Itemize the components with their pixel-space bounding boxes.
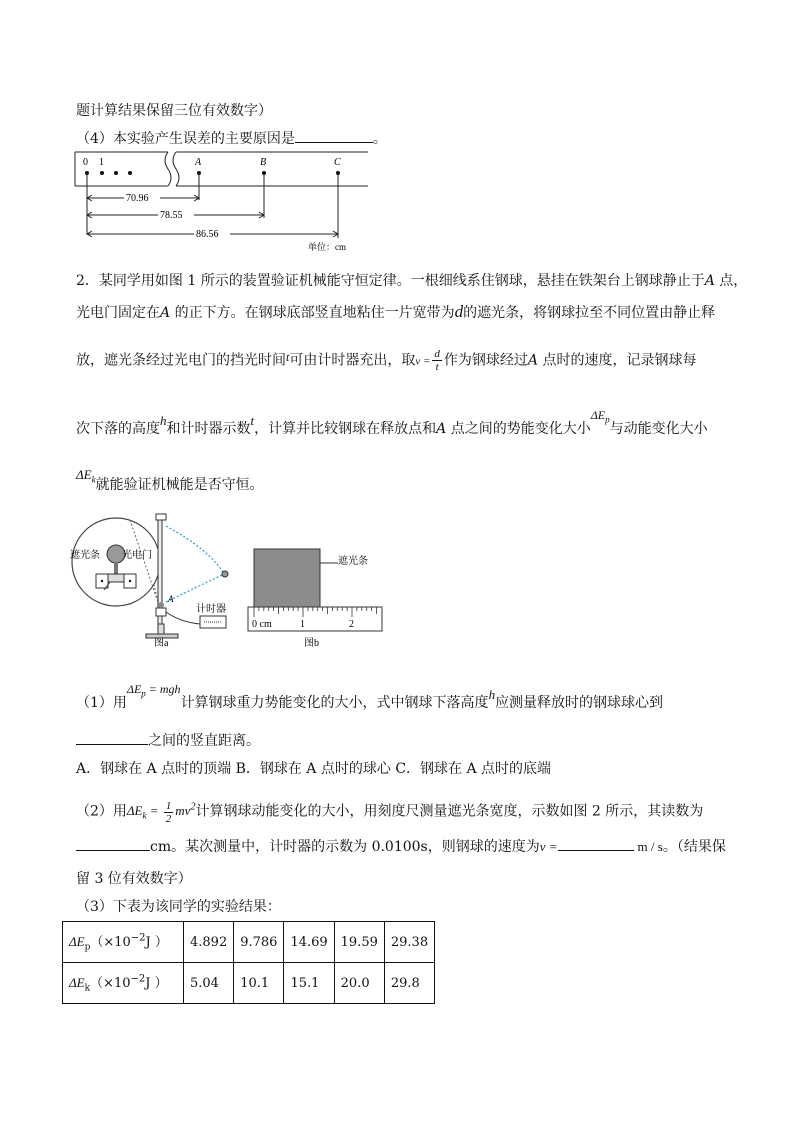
p2-var: A	[436, 421, 447, 437]
table-row-header	[63, 963, 184, 1004]
p2-text: 的正下方。在钢球底部竖直地粘住一片宽带为	[170, 305, 455, 321]
results-table	[62, 921, 435, 1004]
p2-text: 2．某同学用如图 1 所示的装置验证机械能守恒定律。一根细线系住钢球，悬挂在铁架台上钢球静止于	[76, 273, 705, 289]
q4-suffix: 。	[372, 131, 387, 147]
table-cell: 19.59	[334, 922, 384, 963]
table-cell: 20.0	[334, 963, 384, 1004]
row-unit-tail: J ）	[145, 935, 168, 951]
p2-text: ，计算并比较钢球在释放点和	[254, 421, 437, 437]
p2-var: A	[160, 305, 171, 321]
tape-mark-1: 1	[99, 157, 104, 168]
tape-unit: 单位：cm	[308, 242, 346, 252]
question-3: （3）下表为该同学的实验结果：	[76, 899, 281, 915]
q2-unit: m / s	[637, 839, 663, 854]
q2-width-blank	[76, 836, 150, 851]
q2-var-v: v =	[539, 839, 558, 854]
distance-oa: 70.96	[126, 193, 149, 204]
delta-ek: ΔE	[76, 467, 92, 482]
question-2	[76, 800, 703, 825]
intro-tail: 题计算结果保留三位有效数字）	[76, 103, 272, 119]
table-cell: 5.04	[184, 963, 234, 1004]
q2-equation	[126, 800, 196, 825]
q2-text: cm。某次测量中，计时器的示数为 0.0100s，则钢球的速度为	[150, 839, 540, 855]
p2-text: 放，遮光条经过光电门的挡光时间	[76, 352, 286, 369]
fraction-numerator: d	[434, 348, 440, 360]
q1-line2	[76, 730, 260, 750]
eq-sub: p	[141, 688, 146, 699]
fig-a-label-strip: 遮光条	[70, 550, 100, 561]
row-symbol-sub: k	[84, 983, 91, 994]
ruler-label-1: 1	[300, 619, 305, 630]
table-row	[63, 922, 435, 963]
table-cell: 4.892	[184, 922, 234, 963]
question-4	[76, 128, 387, 148]
eq-rhs: = mgh	[145, 682, 181, 696]
p2-text: 点之间的势能变化大小	[446, 421, 591, 437]
p2-text: 点，	[714, 273, 748, 289]
p2-line3	[76, 348, 696, 373]
q2-velocity-blank	[558, 836, 634, 851]
table-cell: 9.786	[234, 922, 284, 963]
fig-a-label-a: A	[168, 594, 174, 604]
tape-diagram	[70, 148, 390, 254]
p2-line2	[76, 302, 715, 322]
q2-line3: 留 3 位有效数字）	[76, 871, 192, 887]
table-cell: 14.69	[284, 922, 334, 963]
eq-delta-e: ΔE	[126, 682, 142, 696]
p2-text: 点时的速度，记录钢球每	[538, 352, 697, 369]
q4-answer-blank	[295, 128, 373, 143]
row-symbol: ΔE	[69, 934, 85, 950]
table-row	[63, 963, 435, 1004]
ruler-label-2: 2	[349, 619, 354, 630]
p2-line1	[76, 270, 747, 290]
q1-answer-blank	[76, 730, 148, 745]
p2-text: 可由计时器充出，取	[289, 352, 416, 369]
velocity-symbol: v =	[415, 355, 431, 368]
table-cell: 15.1	[284, 963, 334, 1004]
tape-mark-0: 0	[83, 157, 88, 168]
p2-text: 与动能变化大小	[609, 421, 708, 437]
p2-text: 的遮光条，将钢球拉至不同位置由静止释	[463, 305, 716, 321]
row-unit-exp: −2	[130, 973, 146, 985]
p2-var: h	[160, 413, 167, 428]
distance-ob: 78.55	[160, 210, 183, 221]
distance-oc: 86.56	[196, 229, 219, 240]
row-unit: （×10	[90, 935, 131, 951]
row-unit: （×10	[90, 976, 131, 992]
eq-rhs: mv	[175, 803, 191, 819]
q2-text: 计算钢球动能变化的大小，用刻度尺测量遮光条宽度，示数如图 2 所示，其读数为	[195, 803, 704, 820]
tape-mark-a: A	[195, 157, 202, 168]
figure-a	[70, 512, 250, 648]
p2-text: 作为钢球经过	[443, 352, 528, 369]
p2-text: 次下落的高度	[76, 421, 160, 437]
p2-var: t	[250, 413, 255, 428]
p2-text: 和计时器示数	[166, 421, 251, 437]
figure-b	[246, 545, 386, 649]
tape-mark-b: B	[260, 157, 267, 168]
row-unit-tail: J ）	[145, 976, 168, 992]
q1-equation	[126, 682, 181, 699]
row-unit-exp: −2	[130, 932, 146, 944]
fig-a-caption: 图a	[154, 638, 169, 648]
table-row-header	[63, 922, 184, 963]
row-symbol-sub: p	[84, 942, 91, 953]
velocity-fraction	[432, 348, 442, 373]
eq-sub: k	[142, 811, 147, 822]
eq-exponent: 2	[190, 802, 196, 814]
q1-text: 应测量释放时的钢球球心到	[495, 695, 664, 711]
table-cell: 29.38	[384, 922, 434, 963]
p2-var: A	[704, 273, 715, 289]
q1-text: （1）用	[76, 695, 127, 711]
tape-points	[85, 171, 340, 175]
q2-text: （2）用	[76, 803, 127, 820]
p2-line5	[76, 467, 264, 495]
q1-text: 计算钢球重力势能变化的大小，式中钢球下落高度	[180, 695, 489, 711]
delta-ep: ΔE	[590, 408, 606, 422]
fraction-denominator: t	[435, 361, 439, 373]
eq-equals: =	[146, 803, 162, 819]
eq-delta-e: ΔE	[126, 803, 143, 819]
p2-var: A	[527, 352, 539, 369]
p2-var: d	[454, 302, 464, 321]
q4-prefix: （4）本实验产生误差的主要原因是	[76, 131, 295, 147]
q2-line2	[76, 836, 726, 856]
p2-var: t	[286, 349, 290, 364]
p2-text: 就能验证机械能是否守恒。	[95, 477, 264, 493]
fig-a-label-timer: 计时器	[196, 604, 226, 615]
delta-ek-sub: k	[91, 474, 96, 485]
q1-options: A．钢球在 A 点时的顶端 B．钢球在 A 点时的球心 C．钢球在 A 点时的底端	[76, 761, 552, 777]
p2-text: 光电门固定在	[76, 305, 160, 321]
delta-ep-sub: p	[605, 414, 610, 425]
fig-b-label-strip: 遮光条	[338, 556, 368, 567]
row-symbol: ΔE	[69, 975, 85, 991]
eq-fraction	[164, 800, 174, 825]
fraction-denominator: 2	[165, 813, 172, 825]
fig-a-label-gate: 光电门	[122, 550, 152, 561]
q1-var-h: h	[488, 687, 496, 702]
q1-text: 之间的竖直距离。	[148, 733, 260, 749]
ruler-label-0: 0 cm	[252, 619, 272, 630]
q2-text: 。（结果保	[662, 839, 726, 855]
tape-mark-c: C	[334, 157, 341, 168]
table-cell: 10.1	[234, 963, 284, 1004]
fig-b-caption: 图b	[304, 638, 319, 649]
fraction-numerator: 1	[165, 800, 172, 812]
table-cell: 29.8	[384, 963, 434, 1004]
